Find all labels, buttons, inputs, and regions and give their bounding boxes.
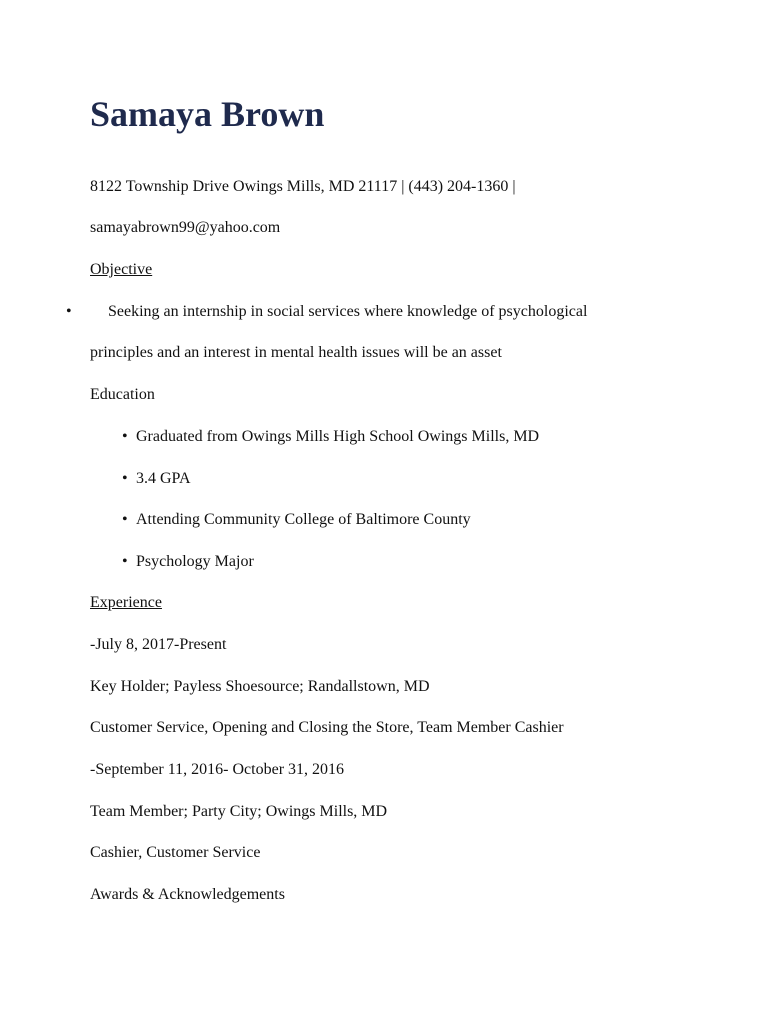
contact-address-phone: 8122 Township Drive Owings Mills, MD 21117 | (443) 204-1360 | xyxy=(90,178,516,195)
education-item-text: Attending Community College of Baltimore County xyxy=(136,511,471,528)
education-item-text: Psychology Major xyxy=(136,553,254,570)
objective-text-line1: Seeking an internship in social services where knowledge of psychological xyxy=(108,303,588,320)
objective-text-line2: principles and an interest in mental health issues will be an asset xyxy=(90,344,502,361)
experience-dates-2: -September 11, 2016- October 31, 2016 xyxy=(90,761,345,778)
resume-name: Samaya Brown xyxy=(90,94,325,134)
education-item xyxy=(122,469,191,489)
objective-bullet-icon: • xyxy=(66,303,72,320)
experience-duties-2: Cashier, Customer Service xyxy=(90,844,261,861)
experience-heading: Experience xyxy=(90,594,162,611)
education-item xyxy=(122,427,539,447)
experience-dates-1: -July 8, 2017-Present xyxy=(90,636,227,653)
awards-heading: Awards & Acknowledgements xyxy=(90,886,285,903)
experience-position-1: Key Holder; Payless Shoesource; Randallstown, MD xyxy=(90,678,430,695)
education-item-text: Graduated from Owings Mills High School Owings Mills, MD xyxy=(136,428,540,445)
bullet-icon: • xyxy=(122,470,128,487)
bullet-icon: • xyxy=(122,428,128,445)
education-item xyxy=(122,510,471,530)
contact-email: samayabrown99@yahoo.com xyxy=(90,219,281,236)
education-item xyxy=(122,552,254,572)
education-item-text: 3.4 GPA xyxy=(136,470,191,487)
objective-heading: Objective xyxy=(90,261,153,278)
experience-position-2: Team Member; Party City; Owings Mills, MD xyxy=(90,803,388,820)
bullet-icon: • xyxy=(122,553,128,570)
experience-duties-1: Customer Service, Opening and Closing the Store, Team Member Cashier xyxy=(90,719,564,736)
education-heading: Education xyxy=(90,386,155,403)
bullet-icon: • xyxy=(122,511,128,528)
